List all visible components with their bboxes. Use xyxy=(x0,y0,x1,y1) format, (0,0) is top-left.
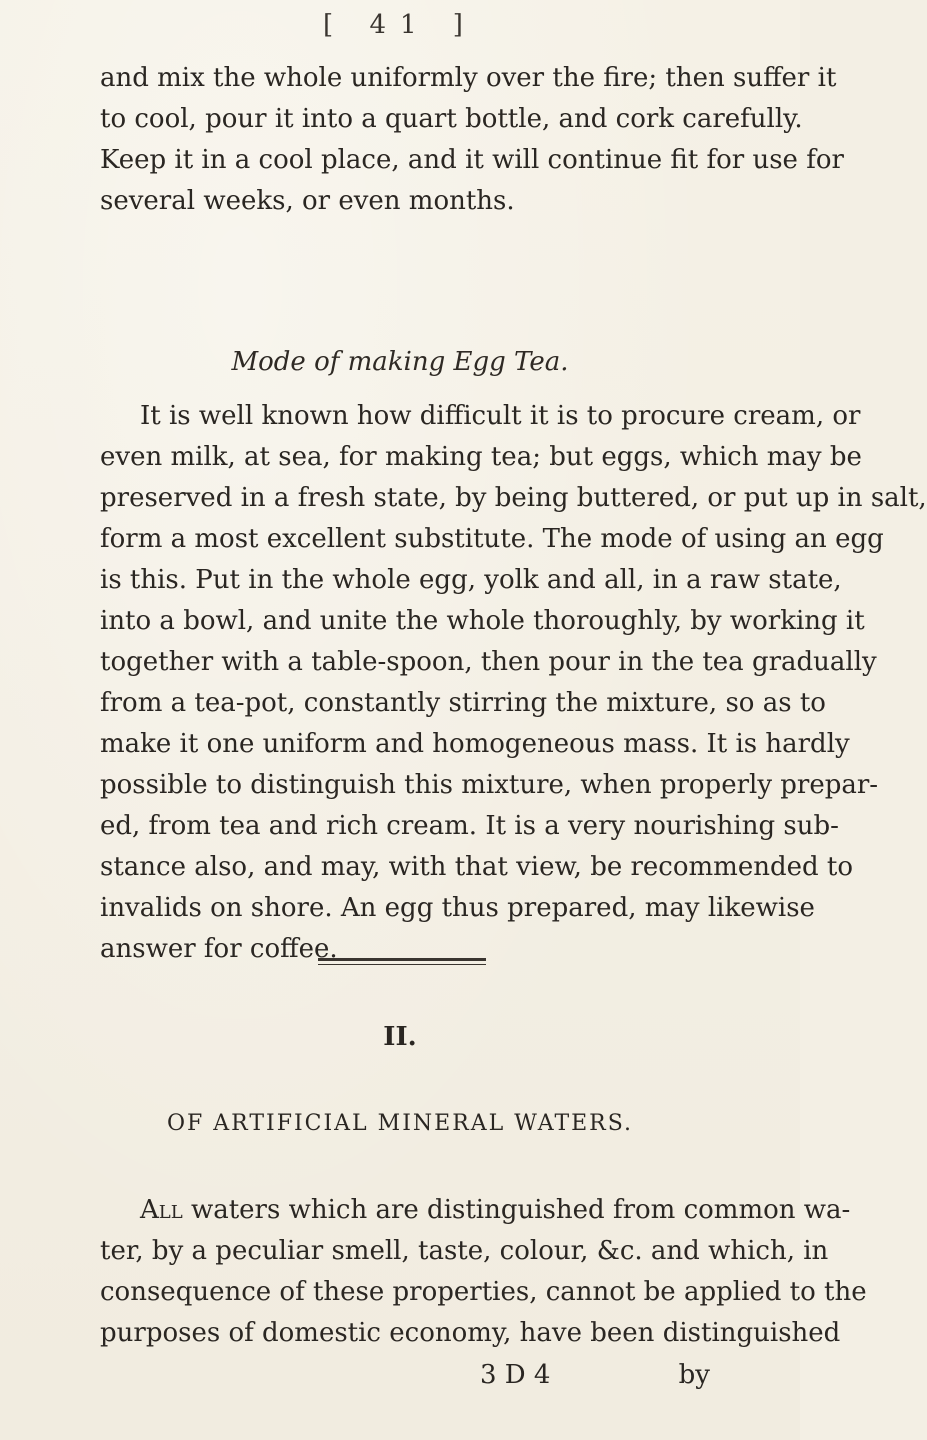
text-line: form a most excellent substitute. The mode of using an egg xyxy=(100,524,884,554)
line-rest: waters which are distinguished from common wa- xyxy=(182,1195,851,1225)
recipe-paragraph xyxy=(100,396,927,970)
text-line: from a tea-pot, constantly stirring the mixture, so as to xyxy=(100,688,826,718)
text-line: together with a table-spoon, then pour in the tea gradually xyxy=(100,647,877,677)
section-title: OF ARTIFICIAL MINERAL WATERS. xyxy=(166,1111,634,1136)
text-line: preserved in a fresh state, by being buttered, or put up in salt, xyxy=(100,483,927,513)
text-line: ter, by a peculiar smell, taste, colour, &c. and which, in xyxy=(100,1236,829,1266)
text-line: into a bowl, and unite the whole thoroughly, by working it xyxy=(100,606,865,636)
text-line: It is well known how difficult it is to procure cream, or xyxy=(140,401,861,431)
text-line: even milk, at sea, for making tea; but eggs, which may be xyxy=(100,442,862,472)
intro-paragraph xyxy=(100,58,844,222)
text-line: purposes of domestic economy, have been distinguished xyxy=(100,1318,841,1348)
text-line: to cool, pour it into a quart bottle, and cork carefully. xyxy=(100,104,803,134)
text-line: invalids on shore. An egg thus prepared, may likewise xyxy=(100,893,815,923)
section-divider xyxy=(318,958,486,961)
catchword: by xyxy=(678,1360,710,1390)
text-line: ed, from tea and rich cream. It is a very nourishing sub- xyxy=(100,811,839,841)
text-line xyxy=(100,1190,851,1231)
section-paragraph xyxy=(100,1190,867,1354)
text-line: stance also, and may, with that view, be recommended to xyxy=(100,852,853,882)
text-line: several weeks, or even months. xyxy=(100,186,515,216)
text-line: is this. Put in the whole egg, yolk and all, in a raw state, xyxy=(100,565,842,595)
drop-word: All xyxy=(140,1195,183,1225)
recipe-heading: Mode of making Egg Tea. xyxy=(231,347,569,377)
text-line: and mix the whole uniformly over the fire; then suffer it xyxy=(100,63,837,93)
section-number: II. xyxy=(383,1022,417,1052)
text-line: make it one uniform and homogeneous mass. It is hardly xyxy=(100,729,850,759)
text-line: consequence of these properties, cannot be applied to the xyxy=(100,1277,867,1307)
page-number: [ 41 ] xyxy=(323,10,477,40)
text-line: answer for coffee. xyxy=(100,934,338,964)
text-line: possible to distinguish this mixture, when properly prepar- xyxy=(100,770,879,800)
signature-mark: 3 D 4 xyxy=(480,1360,551,1390)
page-footer xyxy=(100,1360,710,1400)
text-line: Keep it in a cool place, and it will continue fit for use for xyxy=(100,145,844,175)
